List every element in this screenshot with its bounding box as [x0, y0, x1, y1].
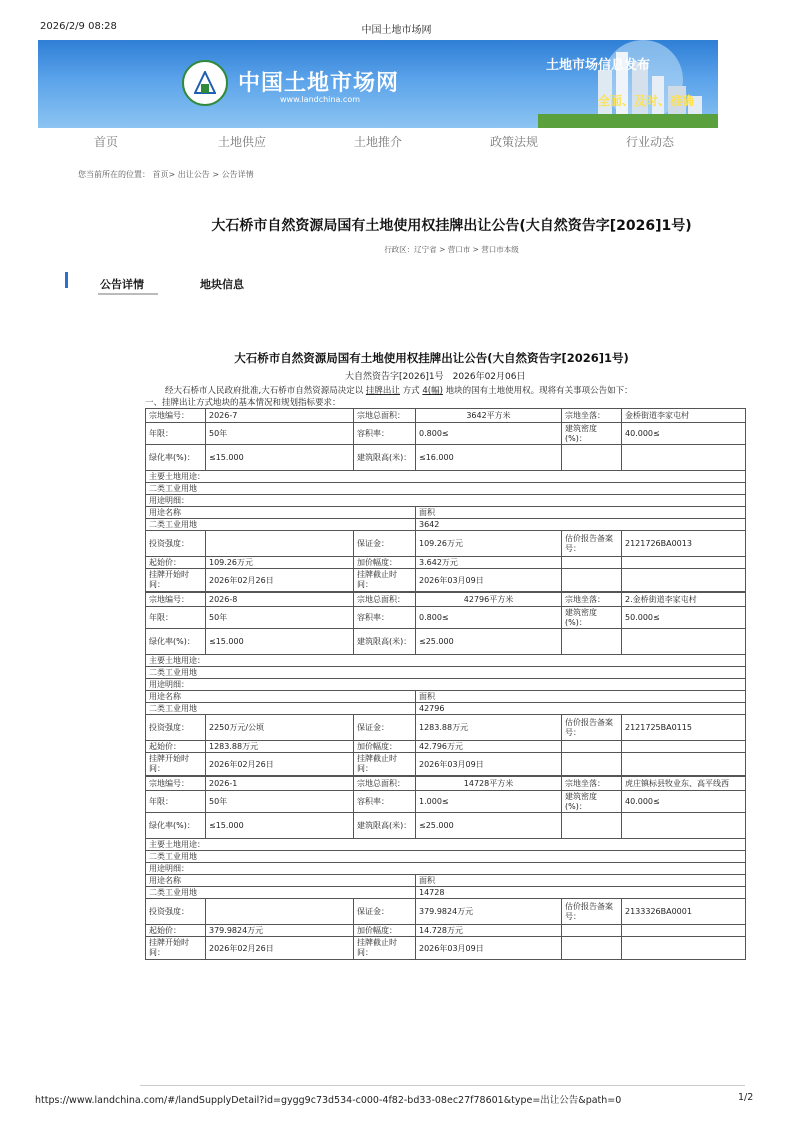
label-increment: 加价幅度：	[354, 557, 416, 569]
label-term: 年限：	[146, 791, 206, 813]
nav-industry-news[interactable]: 行业动态	[625, 135, 674, 149]
logo-emblem-icon	[194, 71, 216, 95]
label-appraisal-no: 估价报告备案号：	[562, 531, 622, 557]
appraisal-no: 2121725BA0115	[622, 715, 746, 741]
print-page-title: 中国土地市场网	[361, 25, 432, 36]
nav-policies[interactable]: 政策法规	[489, 135, 538, 149]
label-green-ratio: 绿化率(%)：	[146, 629, 206, 655]
increment: 42.796万元	[416, 741, 562, 753]
label-term: 年限：	[146, 607, 206, 629]
listing-start: 2026年02月26日	[206, 937, 354, 960]
parcel-table	[145, 592, 746, 776]
term: 50年	[206, 791, 354, 813]
site-logo-icon[interactable]	[182, 60, 228, 106]
label-area: 面积	[416, 507, 746, 519]
label-deposit: 保证金：	[354, 715, 416, 741]
label-appraisal-no: 估价报告备案号：	[562, 715, 622, 741]
label-plot-ratio: 容积率：	[354, 423, 416, 445]
nav-land-supply[interactable]: 土地供应	[217, 135, 266, 149]
tab-active-underline	[98, 293, 158, 295]
green-ratio: ≤15.000	[206, 629, 354, 655]
use-name: 二类工业用地	[146, 519, 416, 531]
label-main-use: 主要土地用途：	[146, 471, 746, 483]
total-area: 3642平方米	[416, 409, 562, 423]
label-building-height: 建筑限高(米)：	[354, 813, 416, 839]
label-start-price: 起始价：	[146, 557, 206, 569]
label-investment: 投资强度：	[146, 899, 206, 925]
label-listing-end: 挂牌截止时间：	[354, 937, 416, 960]
intro-method: 挂牌出让	[365, 386, 400, 396]
label-investment: 投资强度：	[146, 531, 206, 557]
footer-url: https://www.landchina.com/#/landSupplyDetail?id=gygg9c73d534-c000-4f82-bd33-08ec27f78601&type=出让公告&path=0	[35, 1095, 622, 1106]
label-deposit: 保证金：	[354, 899, 416, 925]
label-listing-end: 挂牌截止时间：	[354, 753, 416, 776]
intro-text-end: 地块的国有土地使用权。现将有关事项公告如下：	[445, 386, 633, 396]
footer-page-number: 1/2	[738, 1092, 754, 1103]
site-banner	[38, 40, 718, 128]
document-number-date	[345, 369, 525, 382]
label-location: 宗地坐落：	[562, 409, 622, 423]
empty-cell	[562, 937, 622, 960]
parcel-table	[145, 408, 746, 592]
label-building-density: 建筑密度(%)：	[562, 791, 622, 813]
total-area: 42796平方米	[416, 593, 562, 607]
document-title: 大石桥市自然资源局国有土地使用权挂牌出让公告(大自然资告字[2026]1号)	[234, 351, 629, 365]
label-increment: 加价幅度：	[354, 741, 416, 753]
nav-home[interactable]: 首页	[93, 135, 118, 149]
empty-cell	[562, 741, 622, 753]
label-plot-ratio: 容积率：	[354, 607, 416, 629]
label-use-detail: 用途明细：	[146, 863, 746, 875]
label-increment: 加价幅度：	[354, 925, 416, 937]
label-parcel-no: 宗地编号：	[146, 593, 206, 607]
empty-cell	[562, 569, 622, 592]
label-location: 宗地坐落：	[562, 593, 622, 607]
intro-text-mid: 方式	[402, 386, 420, 396]
label-total-area: 宗地总面积：	[354, 777, 416, 791]
building-height: ≤25.000	[416, 813, 562, 839]
use-name: 二类工业用地	[146, 887, 416, 899]
empty-cell	[562, 925, 622, 937]
parcel-no: 2026-7	[206, 409, 354, 423]
parcel-no: 2026-8	[206, 593, 354, 607]
label-main-use: 主要土地用途：	[146, 839, 746, 851]
location: 虎庄镇标县牧业东、高平线西	[622, 777, 746, 791]
label-listing-start: 挂牌开始时间：	[146, 569, 206, 592]
appraisal-no: 2121726BA0013	[622, 531, 746, 557]
green-ratio: ≤15.000	[206, 445, 354, 471]
listing-end: 2026年03月09日	[416, 753, 562, 776]
use-area: 42796	[416, 703, 746, 715]
plot-ratio: 0.800≤	[416, 607, 562, 629]
label-investment: 投资强度：	[146, 715, 206, 741]
document-date: 2026年02月06日	[452, 372, 526, 382]
deposit: 1283.88万元	[416, 715, 562, 741]
term: 50年	[206, 607, 354, 629]
label-term: 年限：	[146, 423, 206, 445]
plot-ratio: 1.000≤	[416, 791, 562, 813]
empty-cell	[622, 925, 746, 937]
label-parcel-no: 宗地编号：	[146, 777, 206, 791]
label-listing-start: 挂牌开始时间：	[146, 753, 206, 776]
banner-slogan-subtitle: 全面、及时、准确	[598, 94, 695, 108]
label-building-density: 建筑密度(%)：	[562, 607, 622, 629]
main-use: 二类工业用地	[146, 667, 746, 679]
empty-cell	[562, 445, 622, 471]
start-price: 109.26万元	[206, 557, 354, 569]
building-density: 50.000≤	[622, 607, 746, 629]
breadcrumb[interactable]: 您当前所在的位置： 首页> 出让公告 > 公告详情	[78, 170, 254, 179]
region-path: 行政区：辽宁省 > 营口市 > 营口市本级	[384, 245, 519, 254]
parcel-no: 2026-1	[206, 777, 354, 791]
label-use-name: 用途名称	[146, 507, 416, 519]
increment: 14.728万元	[416, 925, 562, 937]
appraisal-no: 2133326BA0001	[622, 899, 746, 925]
label-building-height: 建筑限高(米)：	[354, 445, 416, 471]
label-total-area: 宗地总面积：	[354, 593, 416, 607]
site-name[interactable]: 中国土地市场网	[238, 70, 400, 96]
use-area: 14728	[416, 887, 746, 899]
document-number: 大自然资告字[2026]1号	[345, 372, 444, 382]
section-heading: 一、挂牌出让方式地块的基本情况和规划指标要求：	[145, 398, 341, 408]
label-green-ratio: 绿化率(%)：	[146, 445, 206, 471]
site-url: www.landchina.com	[280, 95, 361, 104]
main-nav	[38, 130, 718, 154]
start-price: 379.9824万元	[206, 925, 354, 937]
listing-end: 2026年03月09日	[416, 569, 562, 592]
label-plot-ratio: 容积率：	[354, 791, 416, 813]
label-listing-end: 挂牌截止时间：	[354, 569, 416, 592]
empty-cell	[622, 629, 746, 655]
label-main-use: 主要土地用途：	[146, 655, 746, 667]
empty-cell	[622, 445, 746, 471]
banner-slogan-title: 土地市场信息发布	[546, 58, 651, 73]
use-name: 二类工业用地	[146, 703, 416, 715]
label-total-area: 宗地总面积：	[354, 409, 416, 423]
green-ratio: ≤15.000	[206, 813, 354, 839]
document-intro	[165, 384, 633, 396]
label-green-ratio: 绿化率(%)：	[146, 813, 206, 839]
use-area: 3642	[416, 519, 746, 531]
label-area: 面积	[416, 691, 746, 703]
empty-cell	[622, 569, 746, 592]
building-height: ≤25.000	[416, 629, 562, 655]
label-use-detail: 用途明细：	[146, 679, 746, 691]
label-use-detail: 用途明细：	[146, 495, 746, 507]
label-start-price: 起始价：	[146, 741, 206, 753]
main-use: 二类工业用地	[146, 851, 746, 863]
intro-count: 4(幅)	[422, 386, 443, 396]
empty-cell	[562, 753, 622, 776]
empty-cell	[562, 629, 622, 655]
label-deposit: 保证金：	[354, 531, 416, 557]
plot-ratio: 0.800≤	[416, 423, 562, 445]
tab-accent-bar	[65, 272, 68, 288]
tab-announcement-details[interactable]: 公告详情	[100, 278, 144, 291]
start-price: 1283.88万元	[206, 741, 354, 753]
building-height: ≤16.000	[416, 445, 562, 471]
location: 2.金桥街道李家屯村	[622, 593, 746, 607]
listing-start: 2026年02月26日	[206, 569, 354, 592]
label-building-height: 建筑限高(米)：	[354, 629, 416, 655]
intro-text: 经大石桥市人民政府批准,大石桥市自然资源局决定以	[165, 386, 364, 396]
investment	[206, 899, 354, 925]
footer-divider	[140, 1085, 745, 1086]
nav-land-promotion[interactable]: 土地推介	[353, 135, 402, 149]
label-parcel-no: 宗地编号：	[146, 409, 206, 423]
empty-cell	[622, 937, 746, 960]
label-area: 面积	[416, 875, 746, 887]
label-location: 宗地坐落：	[562, 777, 622, 791]
location: 金桥街道李家屯村	[622, 409, 746, 423]
investment	[206, 531, 354, 557]
term: 50年	[206, 423, 354, 445]
print-datetime: 2026/2/9 08:28	[40, 21, 117, 32]
page-title: 大石桥市自然资源局国有土地使用权挂牌出让公告(大自然资告字[2026]1号)	[211, 218, 692, 234]
listing-start: 2026年02月26日	[206, 753, 354, 776]
deposit: 379.9824万元	[416, 899, 562, 925]
label-listing-start: 挂牌开始时间：	[146, 937, 206, 960]
label-start-price: 起始价：	[146, 925, 206, 937]
deposit: 109.26万元	[416, 531, 562, 557]
label-appraisal-no: 估价报告备案号：	[562, 899, 622, 925]
label-use-name: 用途名称	[146, 875, 416, 887]
empty-cell	[622, 753, 746, 776]
parcel-table	[145, 776, 746, 960]
empty-cell	[562, 557, 622, 569]
building-density: 40.000≤	[622, 791, 746, 813]
investment: 2250万元/公顷	[206, 715, 354, 741]
increment: 3.642万元	[416, 557, 562, 569]
tab-parcel-info[interactable]: 地块信息	[200, 278, 244, 291]
empty-cell	[622, 741, 746, 753]
building-density: 40.000≤	[622, 423, 746, 445]
listing-end: 2026年03月09日	[416, 937, 562, 960]
label-building-density: 建筑密度(%)：	[562, 423, 622, 445]
total-area: 14728平方米	[416, 777, 562, 791]
empty-cell	[622, 557, 746, 569]
empty-cell	[622, 813, 746, 839]
label-use-name: 用途名称	[146, 691, 416, 703]
main-use: 二类工业用地	[146, 483, 746, 495]
empty-cell	[562, 813, 622, 839]
parcel-tables	[145, 408, 745, 960]
